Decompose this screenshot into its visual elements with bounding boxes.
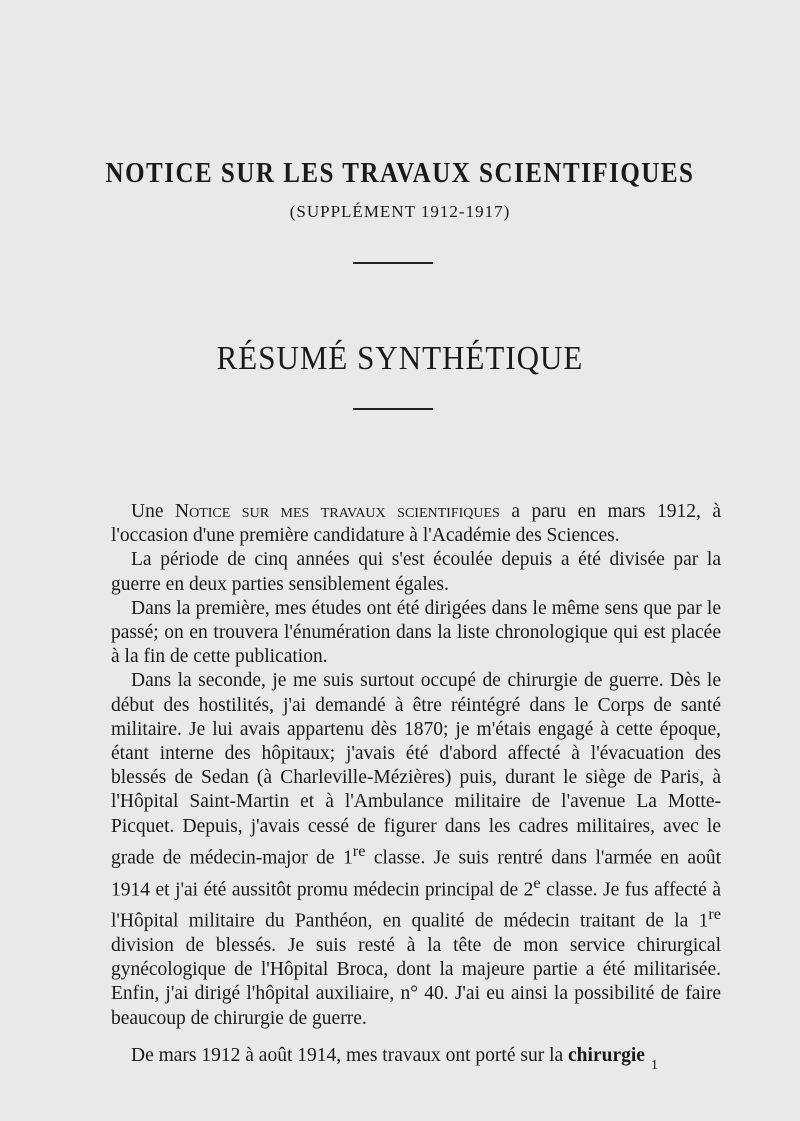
paragraph-2: La période de cinq années qui s'est écoulée depuis a été divisée par la guerre en deux parties sensiblement égales. [111, 549, 721, 595]
section-title: RÉSUMÉ SYNTHÉTIQUE [216, 338, 584, 377]
p4-part-b: classe. Je suis rentré dans l'armée en août 1914 et j'ai été aussitôt promu médecin principal de 2 [111, 847, 721, 901]
p4-superscript: e [533, 873, 541, 892]
p5-bold-word: chirurgie [568, 1044, 645, 1066]
p4-superscript: re [352, 841, 366, 860]
body-text [111, 500, 721, 1068]
p1-lead: Une [131, 501, 175, 522]
p4-part-c: classe. Je fus affecté à l'Hôpital militaire du Panthéon, en qualité de médecin traitant de la 1 [111, 879, 721, 932]
p1-notice-title: Notice sur mes travaux scientifiques [175, 501, 500, 522]
divider-rule [353, 262, 433, 264]
paragraph-4 [111, 669, 721, 1030]
notice-subtitle: (SUPPLÉMENT 1912-1917) [289, 202, 511, 221]
p4-part-a: Dans la seconde, je me suis surtout occupé de chirurgie de guerre. Dès le début des hostilités, j'ai demandé à être réintégré dans le Corps de santé militaire. Je lui avais appartenu dès 1870; je m'étais engagé à cette époque, étant interne des hôpitaux; j'avais été d'abord affecté à l'évacuation des blessés de Sedan (à Charleville-Mézières) puis, durant le siège de Paris, à l'Hôpital Saint-Martin et à l'Ambulance militaire de l'avenue La Motte-Picquet. Depuis, j'avais cessé de figurer dans les cadres militaires, avec le grade de médecin-major de 1 [111, 670, 721, 869]
paragraph-5 [111, 1044, 721, 1068]
page-number: 1 [651, 1058, 658, 1073]
notice-title: NOTICE SUR LES TRAVAUX SCIENTIFIQUES [105, 157, 695, 189]
p1-rest: a paru en mars 1912, à l'occasion d'une première candidature à l'Académie des Sciences. [111, 501, 721, 547]
paragraph-3: Dans la première, mes études ont été dirigées dans le même sens que par le passé; on en trouvera l'énumération dans la liste chronologique qui est placée à la fin de cette publication. [111, 597, 721, 668]
p4-superscript: re [708, 905, 721, 924]
p5-text: De mars 1912 à août 1914, mes travaux ont porté sur la [131, 1044, 569, 1066]
p4-part-d: division de blessés. Je suis resté à la tête de mon service chirurgical gynécologique de l'Hôpital Broca, dont la majeure partie a été militarisée. Enfin, j'ai dirigé l'hôpital auxiliaire, n° 40. J'ai eu ainsi la possibilité de faire beaucoup de chirurgie de guerre. [111, 934, 721, 1029]
paragraph-1 [111, 500, 721, 548]
divider-rule [353, 408, 433, 410]
